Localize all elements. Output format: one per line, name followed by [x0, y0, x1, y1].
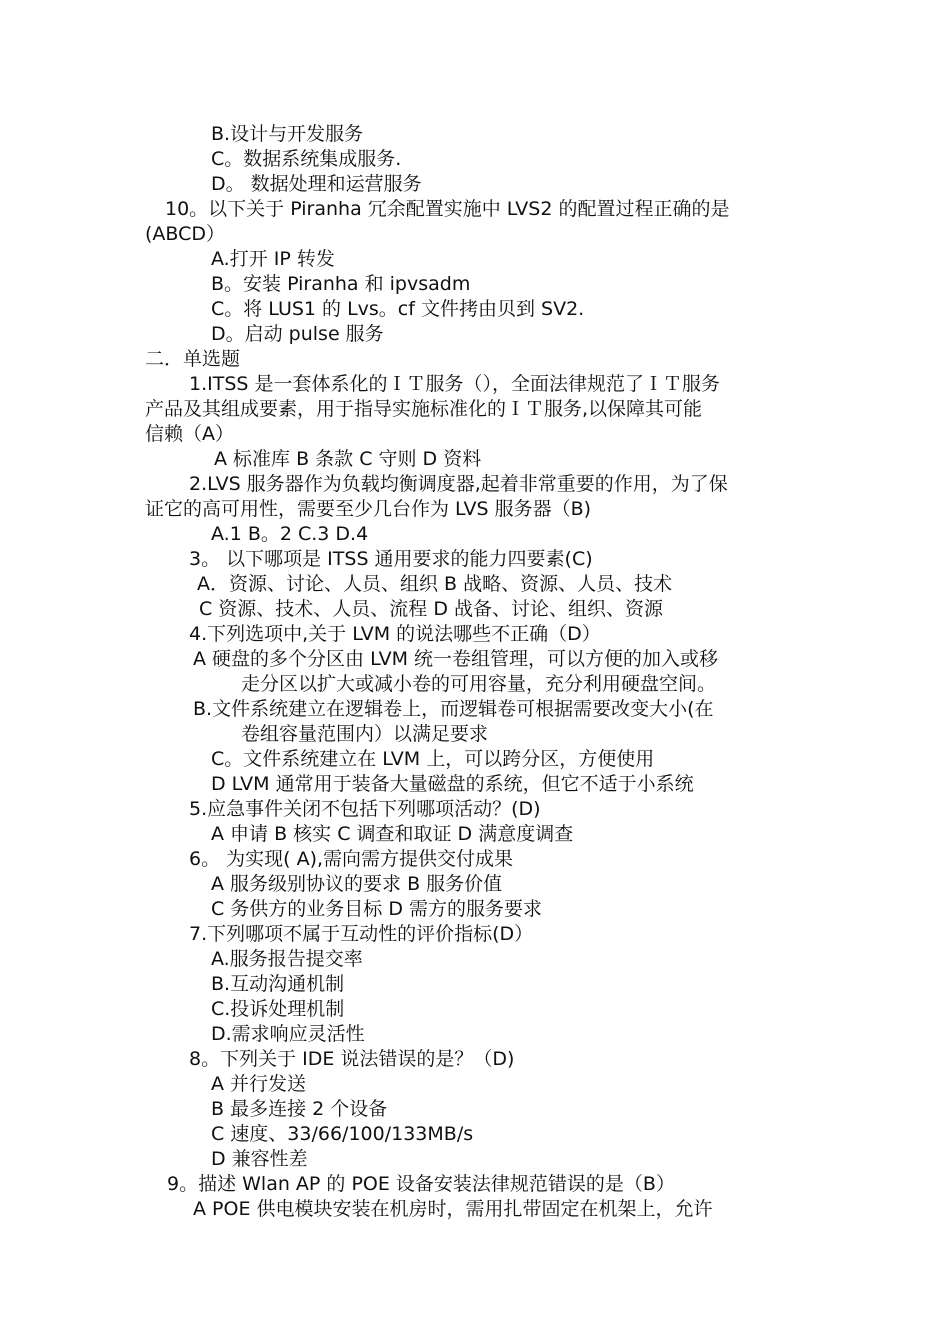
- text-line: C 务供方的业务目标 D 需方的服务要求: [211, 898, 543, 920]
- text-line: 6。 为实现( A),需向需方提供交付成果: [189, 848, 514, 870]
- text-line: 2.LVS 服务器作为负载均衡调度器,起着非常重要的作用，为了保: [189, 473, 728, 495]
- text-line: A.服务报告提交率: [211, 948, 363, 970]
- text-line: 1.ITSS 是一套体系化的ＩＴ服务（），全面法律规范了ＩＴ服务: [189, 373, 720, 395]
- text-line: C 资源、技术、人员、流程 D 战备、讨论、组织、资源: [199, 598, 664, 620]
- text-line: B.文件系统建立在逻辑卷上，而逻辑卷可根据需要改变大小(在: [193, 698, 714, 720]
- text-line: B 最多连接 2 个设备: [211, 1098, 388, 1120]
- text-line: 卷组容量范围内）以满足要求: [241, 723, 489, 745]
- text-line: A 并行发送: [211, 1073, 307, 1095]
- text-line: C 速度、33/66/100/133MB/s: [211, 1123, 474, 1145]
- text-line: D LVM 通常用于装备大量磁盘的系统，但它不适于小系统: [211, 773, 694, 795]
- text-line: A 硬盘的多个分区由 LVM 统一卷组管理，可以方便的加入或移: [193, 648, 719, 670]
- text-line: C。将 LUS1 的 Lvs。cf 文件拷由贝到 SV2.: [211, 298, 585, 320]
- text-line: D。 数据处理和运营服务: [211, 173, 422, 195]
- text-line: (ABCD）: [145, 223, 226, 245]
- text-line: B.设计与开发服务: [211, 123, 364, 145]
- text-line: 8。下列关于 IDE 说法错误的是？（D): [189, 1048, 515, 1070]
- text-line: A 标准库 B 条款 C 守则 D 资料: [214, 448, 482, 470]
- text-line: D.需求响应灵活性: [211, 1023, 365, 1045]
- text-line: B.互动沟通机制: [211, 973, 345, 995]
- text-line: 产品及其组成要素，用于指导实施标准化的ＩＴ服务,以保障其可能: [145, 398, 703, 420]
- text-line: 信赖（A）: [145, 423, 234, 445]
- text-line: A POE 供电模块安装在机房时，需用扎带固定在机架上，允许: [193, 1198, 713, 1220]
- text-line: 7.下列哪项不属于互动性的评价指标(D）: [189, 923, 534, 945]
- text-line: D。启动 pulse 服务: [211, 323, 384, 345]
- text-line: 3。 以下哪项是 ITSS 通用要求的能力四要素(C): [189, 548, 593, 570]
- text-line: C。数据系统集成服务.: [211, 148, 402, 170]
- text-line: C.投诉处理机制: [211, 998, 345, 1020]
- text-line: A.打开 IP 转发: [211, 248, 335, 270]
- text-line: D 兼容性差: [211, 1148, 308, 1170]
- text-line: A．资源、讨论、人员、组织 B 战略、资源、人员、技术: [197, 573, 673, 595]
- text-line: B。安装 Piranha 和 ipvsadm: [211, 273, 471, 295]
- text-line: 证它的高可用性，需要至少几台作为 LVS 服务器（B): [145, 498, 592, 520]
- text-line: A 申请 B 核实 C 调查和取证 D 满意度调查: [211, 823, 574, 845]
- text-line: A.1 B。2 C.3 D.4: [211, 523, 369, 545]
- text-line: A 服务级别协议的要求 B 服务价值: [211, 873, 503, 895]
- text-line: 4.下列选项中,关于 LVM 的说法哪些不正确（D）: [189, 623, 601, 645]
- text-line: 5.应急事件关闭不包括下列哪项活动？(D): [189, 798, 541, 820]
- section-heading: 二．单选题: [145, 348, 241, 370]
- text-line: 走分区以扩大或减小卷的可用容量，充分利用硬盘空间。: [241, 673, 717, 695]
- text-line: 9。描述 Wlan AP 的 POE 设备安装法律规范错误的是（B）: [167, 1173, 675, 1195]
- text-line: C。文件系统建立在 LVM 上，可以跨分区，方便使用: [211, 748, 655, 770]
- text-line: 10。以下关于 Piranha 冗余配置实施中 LVS2 的配置过程正确的是: [165, 198, 730, 220]
